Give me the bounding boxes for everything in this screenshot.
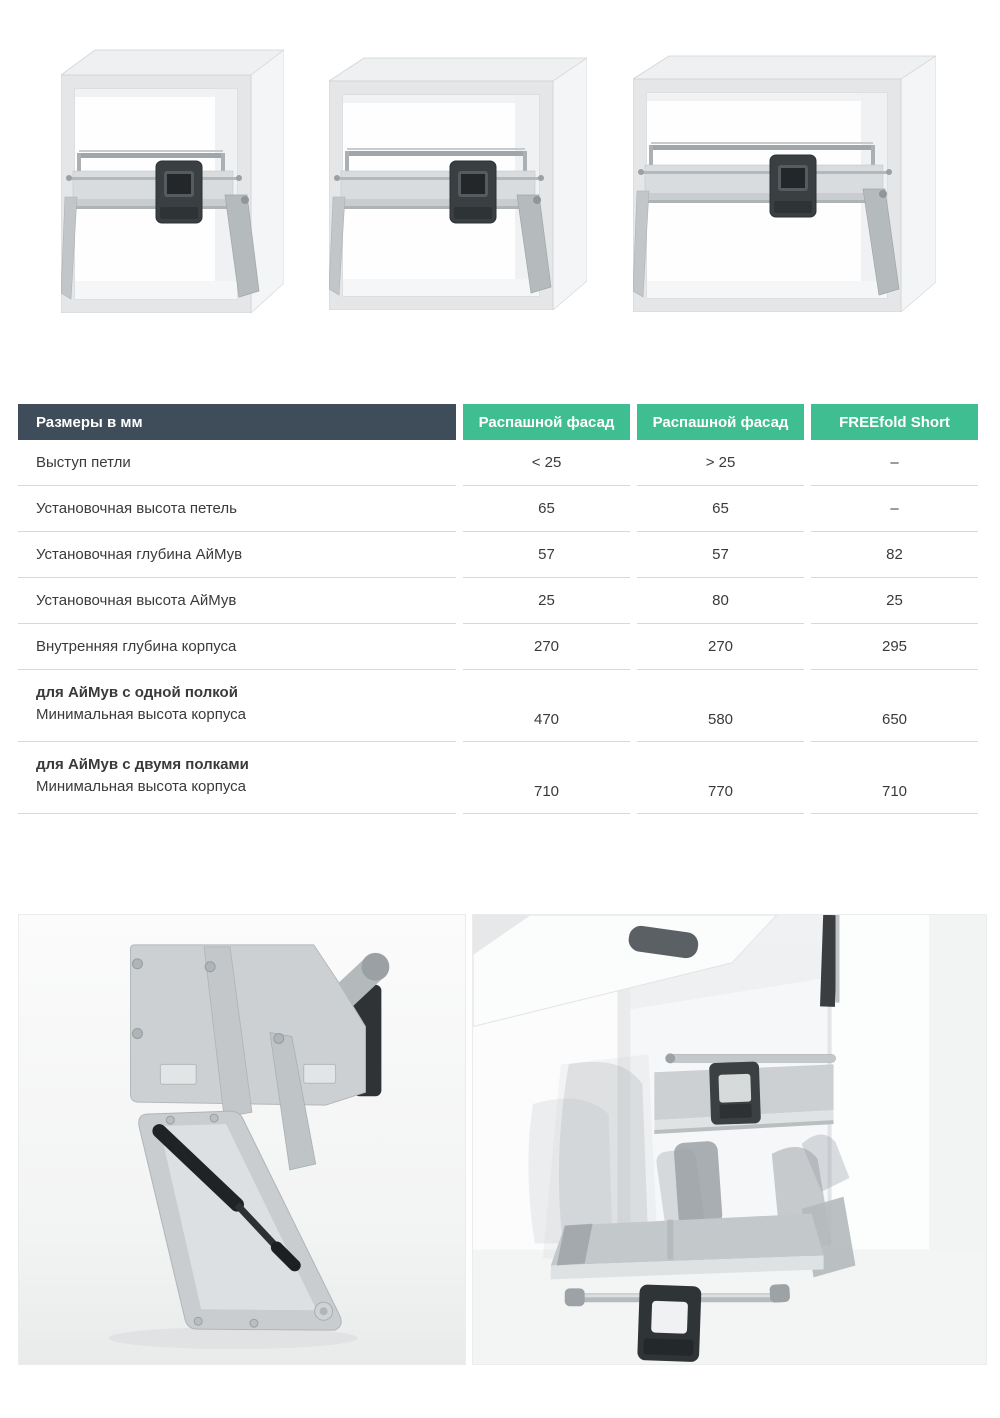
cabinet-render-wide xyxy=(633,53,936,312)
table-row xyxy=(18,440,978,486)
row-label xyxy=(18,670,456,742)
table-header-col-3: FREEfold Short xyxy=(811,404,978,440)
row-value: 710 xyxy=(811,742,978,814)
row-value: 470 xyxy=(463,670,630,742)
row-value: 25 xyxy=(811,578,978,624)
row-label-bold: для АйМув с одной полкой xyxy=(36,684,238,701)
row-value: 80 xyxy=(637,578,804,624)
row-label: Установочная высота петель xyxy=(18,486,456,532)
cabinet-render-square xyxy=(329,55,587,310)
row-value: 57 xyxy=(637,532,804,578)
row-value: > 25 xyxy=(637,440,804,486)
table-row xyxy=(18,624,978,670)
row-value: 710 xyxy=(463,742,630,814)
table-header-label: Размеры в мм xyxy=(18,404,456,440)
cabinet-render-narrow xyxy=(61,47,284,313)
table-row xyxy=(18,742,978,814)
row-label-bold: для АйМув с двумя полками xyxy=(36,756,249,773)
table-header-col-2: Распашной фасад xyxy=(637,404,804,440)
row-value: 580 xyxy=(637,670,804,742)
row-label: Установочная высота АйМув xyxy=(18,578,456,624)
photo-mechanism-side-view xyxy=(18,914,466,1365)
photo-cabinet-pulldown-open xyxy=(472,914,987,1365)
row-value: < 25 xyxy=(463,440,630,486)
table-row xyxy=(18,578,978,624)
row-label: Внутренняя глубина корпуса xyxy=(18,624,456,670)
row-label xyxy=(18,742,456,814)
row-value: 270 xyxy=(463,624,630,670)
table-row xyxy=(18,532,978,578)
row-value: 650 xyxy=(811,670,978,742)
table-header-col-1: Распашной фасад xyxy=(463,404,630,440)
row-label-sub: Минимальная высота корпуса xyxy=(36,778,247,795)
row-label: Выступ петли xyxy=(18,440,456,486)
row-value: 82 xyxy=(811,532,978,578)
row-value: – xyxy=(811,486,978,532)
table-row xyxy=(18,486,978,532)
table-row xyxy=(18,670,978,742)
row-value: 270 xyxy=(637,624,804,670)
row-value: – xyxy=(811,440,978,486)
row-value: 65 xyxy=(463,486,630,532)
row-value: 770 xyxy=(637,742,804,814)
row-label-sub: Минимальная высота корпуса xyxy=(36,706,247,723)
row-value: 57 xyxy=(463,532,630,578)
dimensions-table xyxy=(18,404,978,814)
row-value: 65 xyxy=(637,486,804,532)
row-value: 25 xyxy=(463,578,630,624)
table-header-row xyxy=(18,404,978,440)
row-value: 295 xyxy=(811,624,978,670)
row-label: Установочная глубина АйМув xyxy=(18,532,456,578)
